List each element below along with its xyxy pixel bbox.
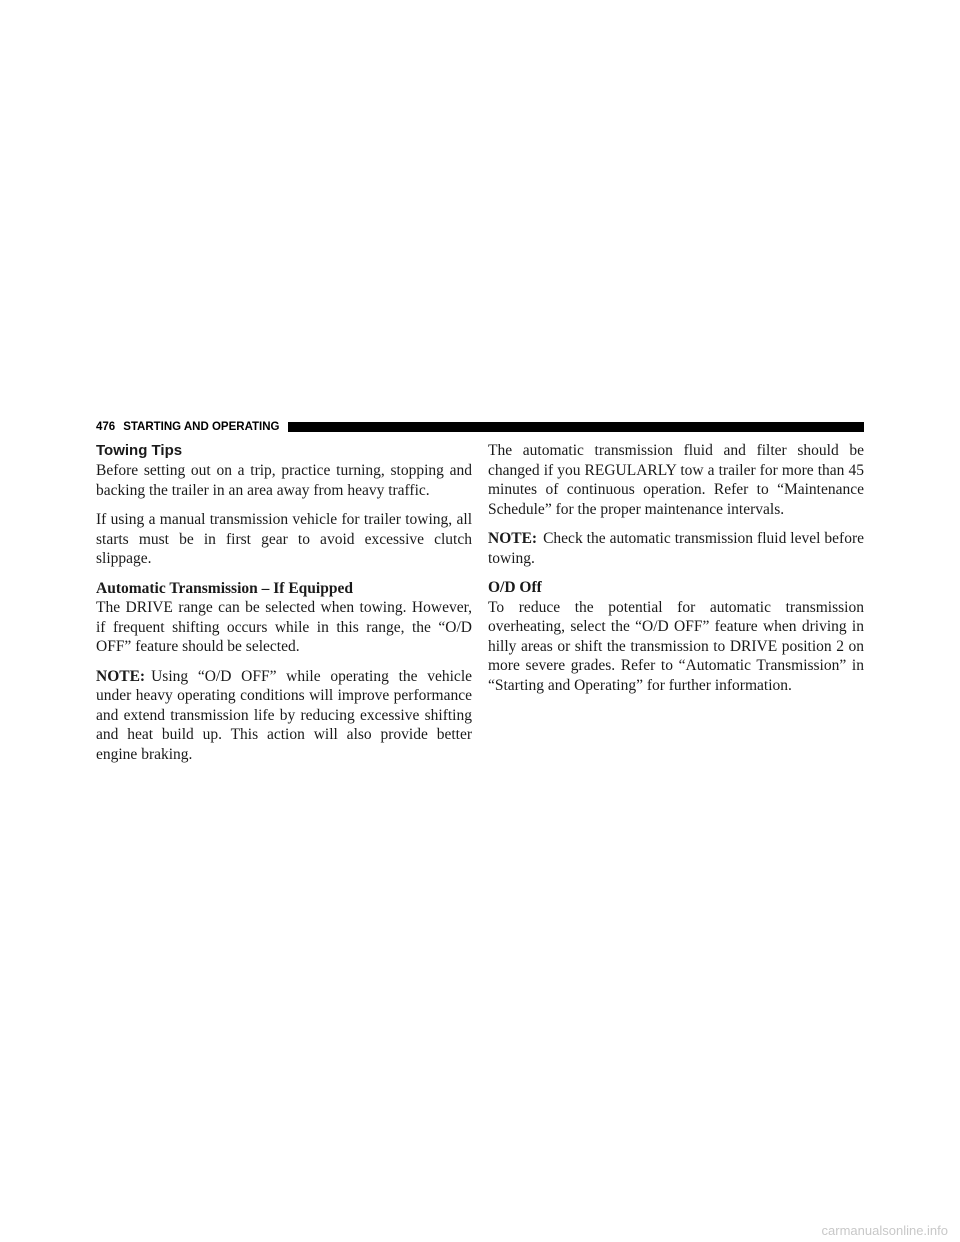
section-title: STARTING AND OPERATING <box>123 421 280 433</box>
note-paragraph-2 <box>488 529 864 568</box>
watermark: carmanualsonline.info <box>821 1223 948 1238</box>
towing-tips-heading: Towing Tips <box>96 442 183 459</box>
right-column <box>488 441 864 705</box>
note-label: NOTE: <box>488 530 538 547</box>
od-off-heading: O/D Off <box>488 579 542 596</box>
od-off-paragraph: To reduce the potential for automatic transmission overheating, select the “O/D OFF” feature when driving in hilly areas or shift the transmission to DRIVE position 2 on more severe grades. Refer to “Automatic Transmission” in “Starting and Operating” for further information. <box>488 598 864 694</box>
auto-transmission-heading: Automatic Transmission – If Equipped <box>96 579 353 597</box>
page-header <box>96 420 864 434</box>
note-label: NOTE: <box>96 667 146 685</box>
towing-tips-paragraph-1: Before setting out on a trip, practice turning, stopping and backing the trailer in an area away from heavy traffic. <box>96 462 472 499</box>
note-text: Check the automatic transmission fluid level before towing. <box>488 530 864 567</box>
fluid-paragraph: The automatic transmission fluid and filter should be changed if you REGULARLY tow a trailer for more than 45 minutes of continuous operation. Refer to “Maintenance Schedule” for the proper maintenance intervals. <box>488 442 864 518</box>
header-rule <box>288 422 865 432</box>
left-column <box>96 441 472 774</box>
towing-tips-paragraph-2: If using a manual transmission vehicle for trailer towing, all starts must be in first gear to avoid excessive clutch slippage. <box>96 511 472 567</box>
note-text: Using “O/D OFF” while operating the vehicle under heavy operating conditions will improve performance and extend transmission life by reducing excessive shifting and heat build up. This action will also provide better engine braking. <box>96 667 472 763</box>
page-number: 476 <box>96 421 116 433</box>
note-paragraph-1 <box>96 667 472 765</box>
auto-transmission-paragraph: The DRIVE range can be selected when towing. However, if frequent shifting occurs while in this range, the “O/D OFF” feature should be selected. <box>96 599 472 655</box>
